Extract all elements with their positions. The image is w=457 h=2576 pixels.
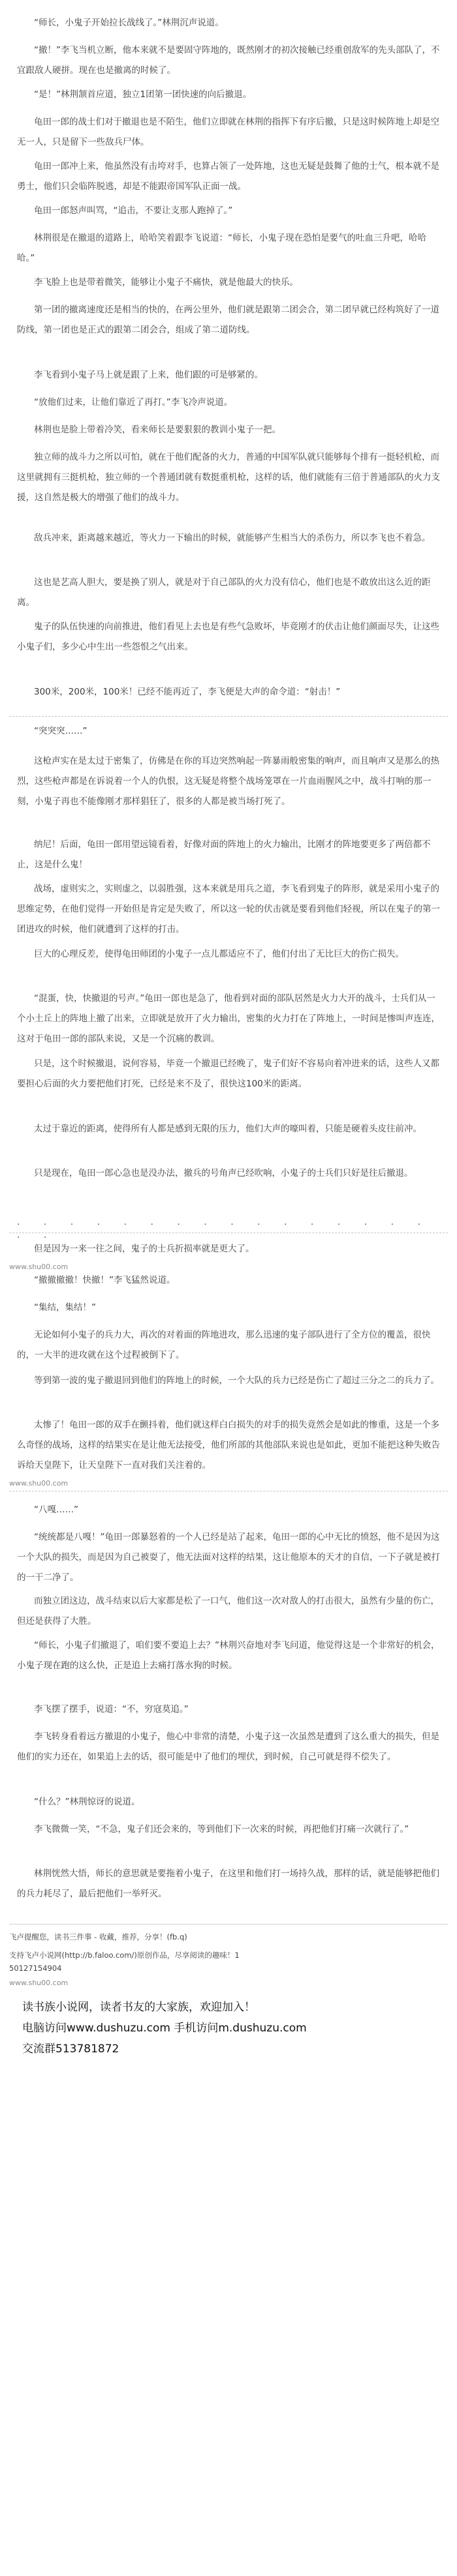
paragraph: “突突突……”: [34, 726, 87, 736]
paragraph: 但是因为一来一往之间，鬼子的士兵折损率就是更大了。: [34, 1244, 255, 1254]
paragraph: 李飞脸上也是带着微笑，能够让小鬼子不痛快，就是他最大的快乐。: [34, 277, 298, 288]
watermark: www.shu00.com: [9, 1263, 69, 1271]
reference-number: 50127154904: [9, 1964, 62, 1973]
paragraph: 战场，虚则实之，实则虚之，以弱胜强，这本来就是用兵之道，李飞看到鬼子的阵形，就是采用小鬼子的思维定势，在他们觉得一开始但是肯定是失败了，所以这一轮的伏击就是要看到他们轻视，所以在鬼子的第一团进攻的时候，他们就遭到了这样的打击。: [17, 884, 440, 935]
ellipsis-dots: . . . . . . . . . . . . . . . . . .: [17, 1217, 431, 1240]
paragraph: “师长，小鬼子开始拉长战线了。”林荆沉声说道。: [34, 18, 224, 28]
paragraph: 无论如何小鬼子的兵力大，再次的对着面的阵地进攻，那么迅速的鬼子部队进行了全方位的覆盖，很快的，一大半的进攻就在这个过程被倒下了。: [17, 1330, 431, 1360]
paragraph: 林荆也是脸上带着冷笑，看来师长是要狠狠的教训小鬼子一把。: [34, 425, 281, 435]
paragraph: “放他们过来，让他们靠近了再打。”李飞冷声说道。: [34, 397, 233, 408]
paragraph: 只是现在，龟田一郎心急也是没办法，撤兵的号角声已经吹响，小鬼子的士兵们只好是往后撤退。: [34, 1168, 413, 1178]
paragraph: 李飞看到小鬼子马上就是跟了上来，他们跟的可是够紧的。: [34, 370, 263, 380]
paragraph: “是！”林荆颔首应道，独立1团第一团快速的向后撤退。: [34, 89, 252, 100]
promo-group: 交流群513781872: [22, 2043, 119, 2056]
paragraph: 敌兵冲来，距离越来越近，等火力一下输出的时候，就能够产生相当大的杀伤力，所以李飞也不着急。: [34, 533, 431, 543]
paragraph: 太惨了！龟田一郎的双手在颤抖着，他们就这样白白损失的对手的损失竟然会是如此的惨重，这是一个多么奇怪的战场，这样的结果实在是让他无法接受，他们所部的其他部队来说也是如此，更加不能把这种失败告诉给天皇陛下，让天皇陛下一直对我们关注着的。: [17, 1420, 440, 1471]
paragraph: “撤！”李飞当机立断，他本来就不是要固守阵地的，既然刚才的初次接触已经重创敌军的先头部队了，不宜跟敌人硬拼。现在也是撤离的时候了。: [17, 45, 440, 76]
paragraph: 独立师的战斗力之所以可怕，就在于他们配备的火力，普通的中国军队就只能够每个排有一挺轻机枪，而这里就拥有三挺机枪，独立师的一个普通团就有数挺重机枪，这样的话，他们就能有三倍于普通部队的火力支援，这自然是极大的增强了他们的战斗力。: [17, 452, 440, 503]
paragraph: 太过于靠近的距离，使得所有人都是感到无限的压力，他们大声的嚎叫着，只能是硬着头皮往前冲。: [34, 1124, 422, 1134]
paragraph: 这也是艺高人胆大，要是换了别人，就是对于自己部队的火力没有信心，他们也是不敢放出这么近的距离。: [17, 577, 431, 608]
paragraph: 龟田一郎怒声叫骂，“追击，不要让支那人跑掉了。”: [34, 205, 233, 216]
paragraph: “统统都是八嘎！”龟田一郎暴怒着的一个人已经是站了起来，龟田一郎的心中无比的愤怒，他不是因为这一个大队的损失，而是因为自己被耍了，他无法面对这样的结果，这让他原本的天才的自信，一下子就是被打的一干二净了。: [17, 1532, 440, 1583]
paragraph: “集结，集结！”: [34, 1302, 96, 1313]
paragraph: 鬼子的队伍快速的向前推进，他们看见上去也是有些气急败坏，毕竟刚才的伏击让他们颜面尽失，让这些小鬼子们，多少心中生出一些怨恨之气出来。: [17, 622, 439, 652]
paragraph: “师长，小鬼子们撤退了，咱们要不要追上去？”林荆兴奋地对李飞问道，他觉得这是一个非常好的机会，小鬼子现在跑的这么快，正是追上去痛打落水狗的时候。: [17, 1640, 440, 1671]
paragraph: 这枪声实在是太过于密集了，仿佛是在你的耳边突然响起一阵暴雨般密集的响声，而且响声又是那么的热烈，这些枪声都是在诉说着一个人的仇恨，这无疑是将整个战场笼罩在一片血雨腥风之中，战斗打响的那一刻，小鬼子再也不能像刚才那样猖狂了，很多的人都是被当场打死了。: [17, 756, 439, 807]
watermark: www.shu00.com: [9, 1479, 69, 1488]
paragraph: 龟田一郎冲上来，他虽然没有击垮对手，也算占领了一处阵地，这也无疑是鼓舞了他的士气，根本就不是勇士，他们只会临阵脱逃，却是不能跟帝国军队正面一战。: [17, 161, 439, 192]
paragraph: 等到第一波的鬼子撤退回到他们的阵地上的时候，一个大队的兵力已经是伤亡了超过三分之二的兵力了。: [34, 1375, 439, 1386]
paragraph: “什么？”林荆惊讶的说道。: [34, 1797, 140, 1807]
support-link[interactable]: 支持飞卢小说网(http://b.faloo.com/)原创作品，尽享阅读的趣味！1: [9, 1951, 240, 1960]
watermark: www.shu00.com: [9, 1979, 69, 1987]
paragraph: 而独立团这边，战斗结束以后大家都是松了一口气，他们这一次对敌人的打击很大，虽然有少量的伤亡，但还是获得了大胜。: [17, 1596, 439, 1626]
paragraph: 林荆恍然大悟，师长的意思就是要拖着小鬼子，在这里和他们打一场持久战，那样的话，就是能够把他们的兵力耗尽了，最后把他们一举歼灭。: [17, 1868, 439, 1899]
paragraph: “混蛋，快，快撤退的号声。”龟田一郎也是急了，他看到对面的部队居然是火力大开的战斗，士兵们从一个小土丘上的阵地上撤了出来，立即就是放开了火力输出，密集的火力打在了阵地上，一时间是惨叫声连连，这对于龟田一郎的部队来说，又是一个沉痛的教训。: [17, 993, 440, 1044]
paragraph: 第一团的撤离速度还是相当的快的，在两公里外，他们就是跟第二团会合，第二团早就已经构筑好了一道防线，第一团也是正式的跟第二团会合，组成了第二道防线。: [17, 305, 439, 335]
paragraph: “撤撤撤撤！快撤！”李飞猛然说道。: [34, 1275, 176, 1285]
paragraph: 300米，200米，100米！已经不能再近了，李飞便是大声的命令道：“射击！”: [34, 687, 341, 697]
paragraph: 龟田一郎的战士们对于撤退也是不陌生，他们立即就在林荆的指挥下有序后撤，只是这时候阵地上却是空无一人，只是留下一些敌兵尸体。: [17, 117, 439, 147]
paragraph: 纳尼！后面，龟田一郎用望远镜看着，好像对面的阵地上的火力输出，比刚才的阵地要更多了两倍都不止，这是什么鬼！: [17, 839, 431, 870]
promo-line: 读书族小说网，读者书友的大家族，欢迎加入！: [22, 2001, 255, 2014]
paragraph: 巨大的心理反差，使得龟田师团的小鬼子一点儿都适应不了，他们付出了无比巨大的伤亡损失。: [34, 949, 404, 959]
divider: [9, 1924, 448, 1925]
paragraph: 只是，这个时候撤退，说何容易，毕竟一个撤退已经晚了，鬼子们好不容易向着冲进来的话，这些人又都要担心后面的火力要把他们打死，已经是来不及了，很快这100米的距离。: [17, 1058, 439, 1089]
divider: [9, 716, 448, 717]
paragraph: 李飞转身看着远方撤退的小鬼子，他心中非常的清楚，小鬼子这一次虽然是遭到了这么重大的损失，但是他们的实力还在，如果追上去的话，很可能是中了他们的埋伏，到时候，自己可就是得不偿失了。: [17, 1731, 439, 1762]
paragraph: “八嘎……”: [34, 1505, 78, 1515]
paragraph: 李飞微微一笑，“不急，鬼子们还会来的，等到他们下一次来的时候，再把他们打痛一次就行了。”: [34, 1824, 409, 1835]
paragraph: 林荆很是在撤退的道路上，哈哈笑着跟李飞说道：“师长，小鬼子现在恐怕是要气的吐血三升吧，哈哈哈。”: [17, 233, 426, 263]
promo-links[interactable]: 电脑访问www.dushuzu.com 手机访问m.dushuzu.com: [22, 2022, 307, 2035]
reading-reminder: 飞卢提醒您，读书三件事 - 收藏，推荐，分享！(fb.q): [9, 1932, 187, 1941]
paragraph: 李飞摆了摆手，说道：“不，穷寇莫追。”: [34, 1704, 189, 1715]
